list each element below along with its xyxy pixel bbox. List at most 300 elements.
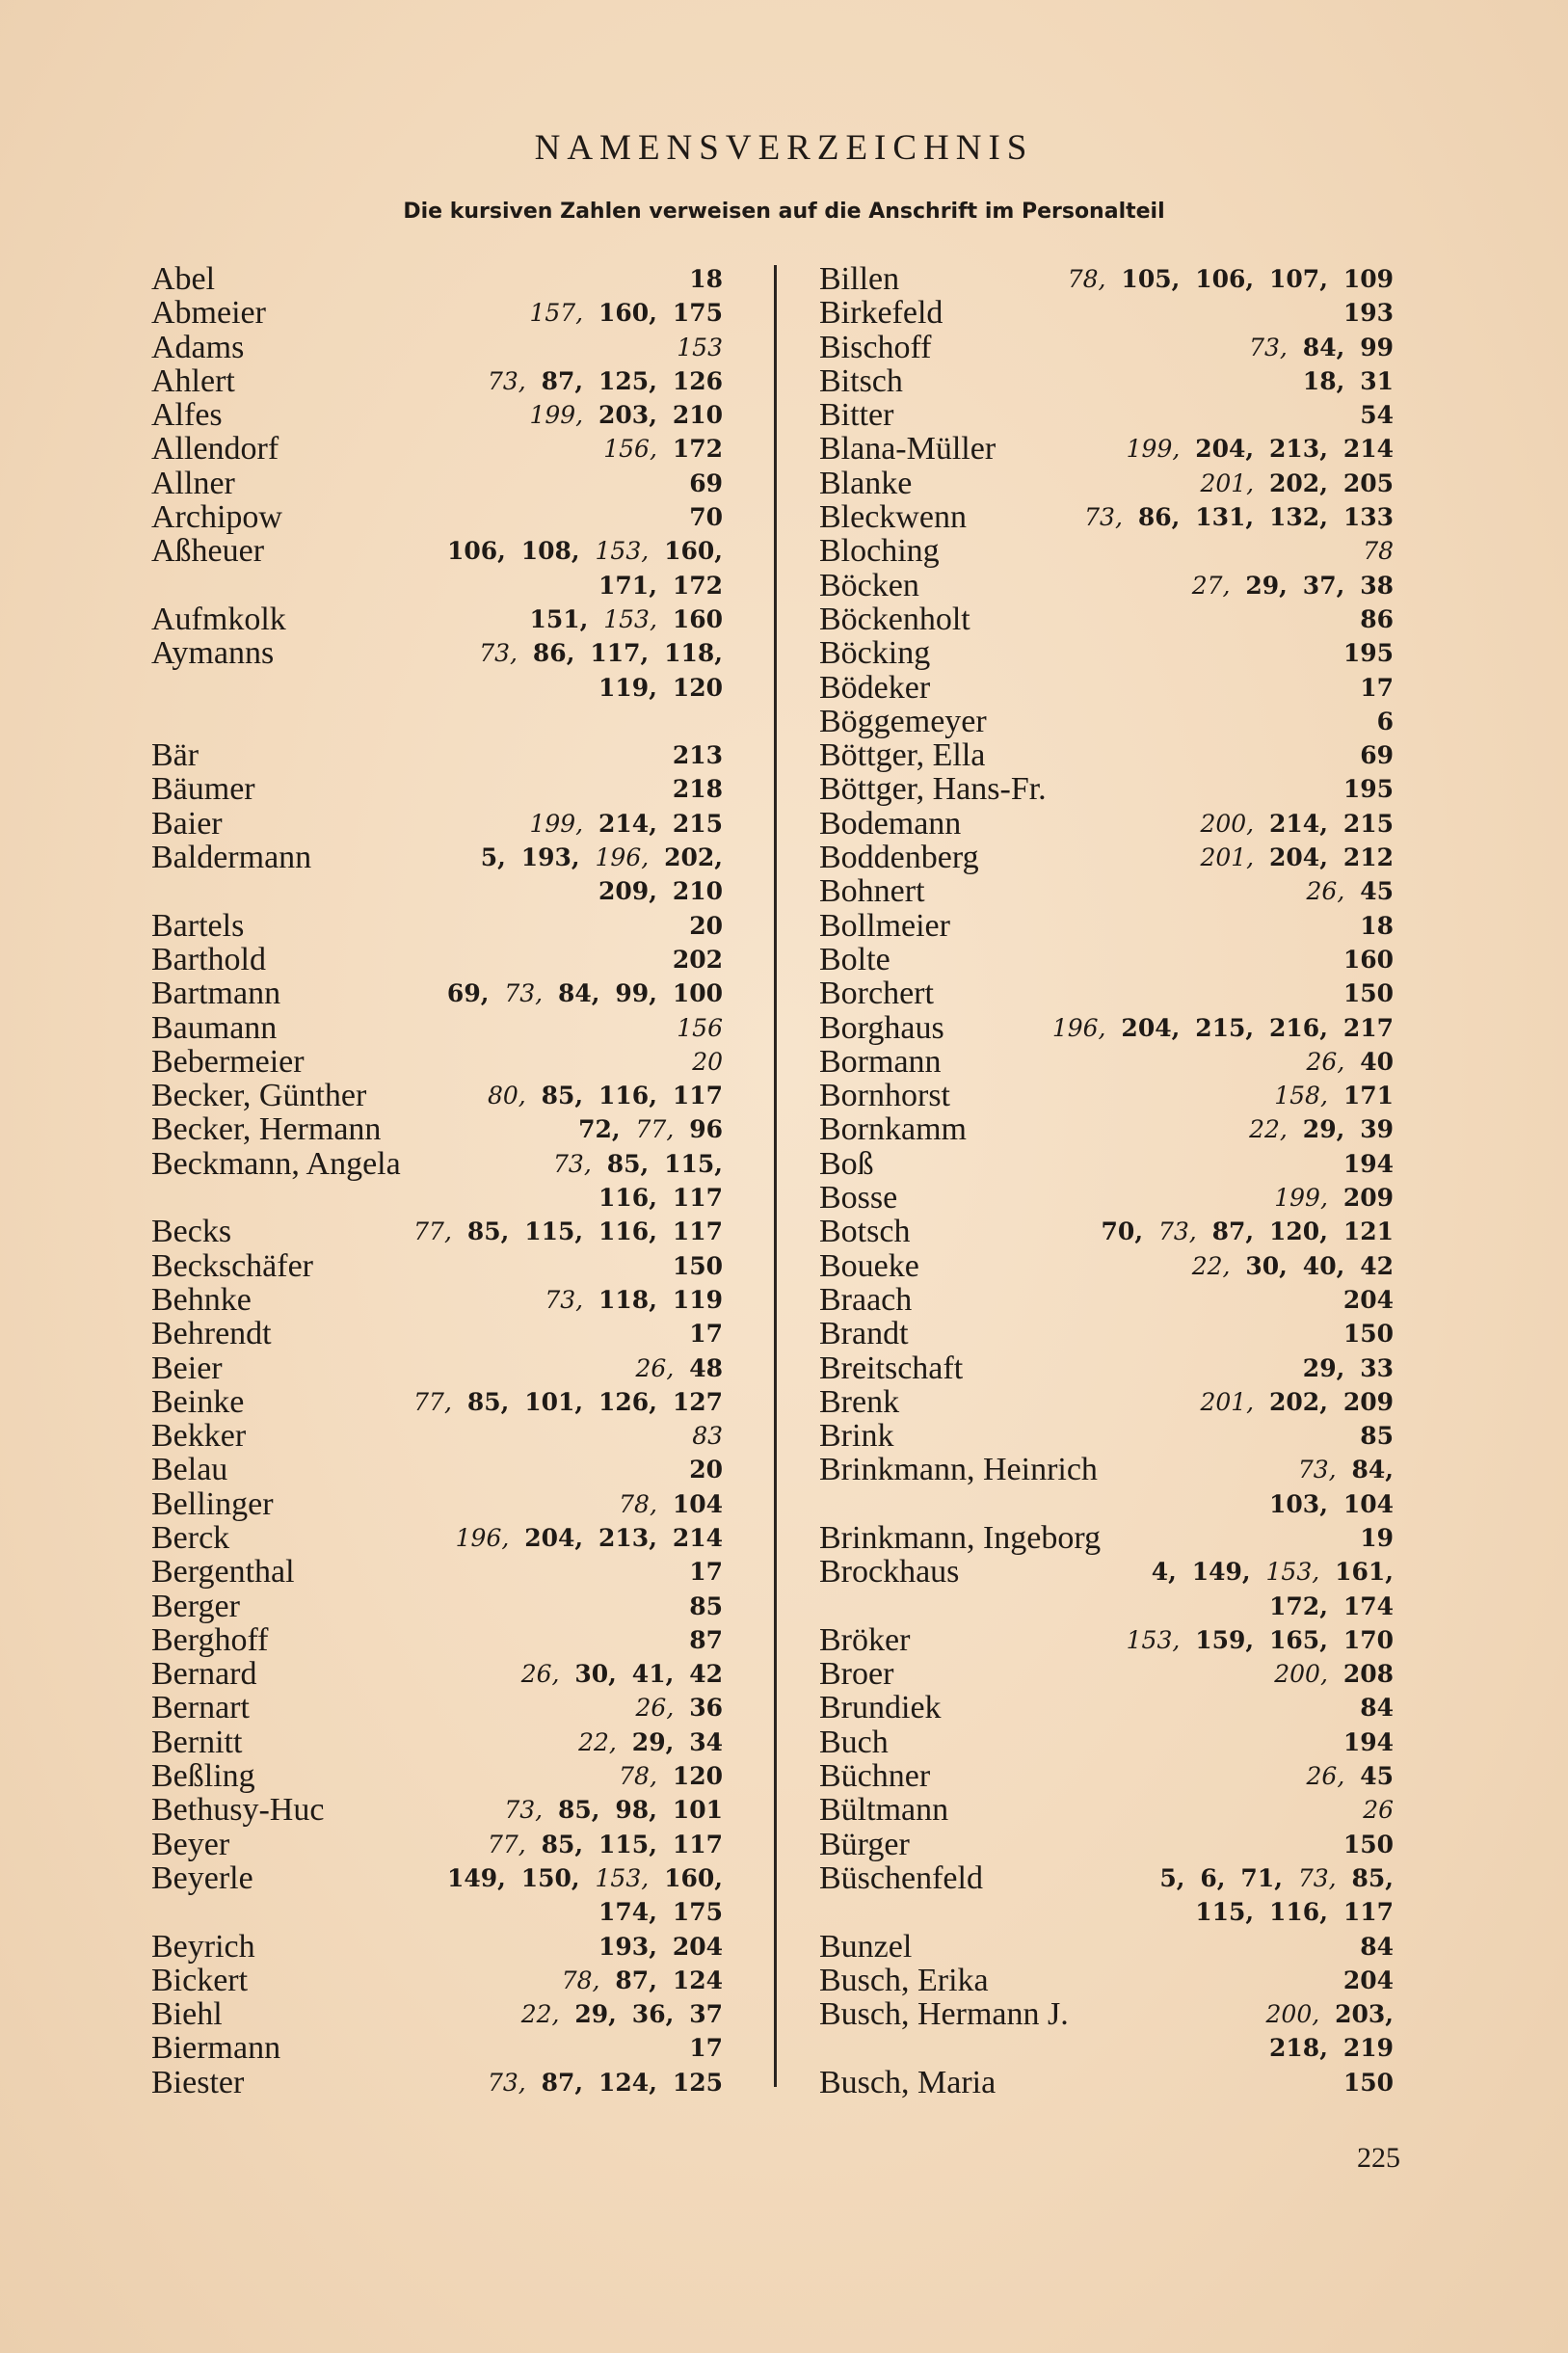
entry-name: Bürger xyxy=(819,1826,910,1862)
page-ref: 29, xyxy=(1245,571,1288,600)
entry-name: Becker, Günther xyxy=(151,1078,367,1114)
entry-name: Biermann xyxy=(151,2030,281,2067)
entry-name: Aymanns xyxy=(151,635,275,672)
entry-name: Aufmkolk xyxy=(151,601,286,637)
entry-pages xyxy=(413,1215,723,1248)
entry-name: Bormann xyxy=(819,1043,942,1080)
page-ref: 115, xyxy=(1195,1898,1255,1927)
page-ref: 86 xyxy=(1360,604,1394,633)
index-entry xyxy=(817,1861,1394,1895)
entry-pages xyxy=(479,636,723,670)
page-ref: 161, xyxy=(1335,1558,1394,1587)
index-entry xyxy=(817,1964,1394,1997)
entry-pages xyxy=(562,1964,723,1997)
entry-name: Bellinger xyxy=(151,1485,274,1522)
page-ref-italic: 77, xyxy=(413,1217,452,1246)
index-entry xyxy=(149,909,723,943)
index-entry xyxy=(149,398,723,432)
page-ref: 104 xyxy=(672,1489,723,1518)
page-ref: 108, xyxy=(520,537,580,566)
page-ref: 107, xyxy=(1269,265,1328,293)
entry-pages xyxy=(1343,1725,1394,1759)
entry-name: Baumann xyxy=(151,1009,278,1046)
entry-pages xyxy=(481,841,723,874)
page-ref: 84, xyxy=(1302,333,1345,361)
page-ref: 205 xyxy=(1342,468,1394,497)
entry-name: Bartels xyxy=(151,907,245,944)
entry-pages xyxy=(689,1453,723,1486)
index-entry xyxy=(817,398,1394,432)
page-ref-italic: 200, xyxy=(1200,809,1255,838)
entry-name: Blanke xyxy=(819,465,913,501)
entry-pages xyxy=(1266,1997,1394,2031)
index-entry xyxy=(817,500,1394,534)
page-title: NAMENSVERZEICHNIS xyxy=(534,128,1034,168)
page-ref: 214, xyxy=(598,809,657,838)
entry-pages xyxy=(689,500,723,534)
page-ref: 150, xyxy=(520,1863,580,1892)
page-ref: 86, xyxy=(1137,503,1181,532)
page-ref: 54 xyxy=(1360,401,1394,430)
entry-name: Bernard xyxy=(151,1656,257,1693)
entry-pages xyxy=(488,1828,723,1861)
page-ref: 86, xyxy=(532,639,575,668)
page-ref: 99 xyxy=(1360,333,1394,361)
entry-name: Boß xyxy=(819,1145,874,1182)
page-ref-italic: 78, xyxy=(561,1965,600,1994)
entry-name: Baldermann xyxy=(151,840,312,876)
index-entry xyxy=(817,262,1394,296)
page-ref: 118, xyxy=(598,1285,657,1314)
entry-name: Birkefeld xyxy=(819,295,943,332)
page-ref: 215 xyxy=(672,809,723,838)
page-ref-italic: 26 xyxy=(1363,1796,1394,1825)
page-ref: 150 xyxy=(1342,979,1394,1008)
page-ref: 85 xyxy=(1360,1422,1394,1451)
index-entry xyxy=(817,1657,1394,1691)
page-ref-italic: 73, xyxy=(1084,503,1123,532)
page-ref: 126, xyxy=(598,1387,657,1416)
page-ref-italic: 73, xyxy=(1249,333,1288,361)
page-ref-italic: 153, xyxy=(1265,1558,1320,1587)
index-entry-continuation xyxy=(817,2031,1394,2065)
entry-pages xyxy=(1360,1419,1394,1453)
page-ref: 120 xyxy=(672,1762,723,1791)
index-entry xyxy=(149,500,723,534)
entry-name: Bödeker xyxy=(819,669,931,706)
entry-name: Breitschaft xyxy=(819,1350,964,1386)
index-entry xyxy=(817,909,1394,943)
entry-name: Beyer xyxy=(151,1826,230,1862)
entry-pages xyxy=(619,1759,723,1793)
entry-name: Beckschäfer xyxy=(151,1247,314,1284)
index-entry xyxy=(817,2066,1394,2099)
entry-name: Bekker xyxy=(151,1418,247,1455)
entry-pages xyxy=(1152,1555,1394,1589)
page-ref: 5, xyxy=(480,843,506,872)
page-ref-italic: 73, xyxy=(1157,1217,1197,1246)
page-ref: 202, xyxy=(1269,1387,1328,1416)
index-entry xyxy=(149,602,723,636)
entry-name: Bäumer xyxy=(151,771,255,808)
index-entry xyxy=(817,1385,1394,1419)
index-entry xyxy=(149,1112,723,1146)
page-ref: 38 xyxy=(1360,571,1394,600)
entry-pages xyxy=(677,331,723,364)
page-ref-italic: 196, xyxy=(1051,1013,1106,1042)
page-ref-italic: 156 xyxy=(677,1013,723,1042)
page-ref-italic: 73, xyxy=(545,1285,584,1314)
entry-pages xyxy=(529,602,723,636)
page-ref: 126 xyxy=(672,366,723,395)
page-ref: 193, xyxy=(598,1932,657,1961)
index-entry xyxy=(817,1011,1394,1045)
entry-name: Biehl xyxy=(151,1996,223,2033)
page-ref-italic: 26, xyxy=(635,1353,675,1382)
page-ref: 37, xyxy=(1302,571,1345,600)
entry-pages xyxy=(521,1997,723,2031)
page-ref-italic: 78, xyxy=(1067,265,1106,293)
page-ref-italic: 26, xyxy=(520,1660,560,1689)
entry-name: Bolte xyxy=(819,941,890,977)
entry-pages xyxy=(598,874,723,908)
index-entry xyxy=(149,1657,723,1691)
entry-name: Becker, Hermann xyxy=(151,1111,382,1148)
index-entry-continuation xyxy=(149,671,723,705)
page-ref: 29, xyxy=(574,2000,617,2029)
page-ref: 172, xyxy=(1269,1591,1328,1620)
page-number: 225 xyxy=(1357,2142,1400,2174)
page-ref: 87 xyxy=(689,1625,723,1654)
index-entry xyxy=(817,1112,1394,1146)
page-ref-italic: 77, xyxy=(487,1830,526,1858)
entry-pages xyxy=(689,2031,723,2065)
index-entry xyxy=(817,1351,1394,1385)
entry-name: Borghaus xyxy=(819,1009,944,1046)
entry-pages xyxy=(504,1793,723,1827)
page-ref: 209 xyxy=(1342,1184,1394,1213)
page-ref: 215, xyxy=(1195,1013,1255,1042)
index-entry xyxy=(817,1419,1394,1453)
entry-name: Beyerle xyxy=(151,1859,253,1896)
page-ref: 87, xyxy=(541,2068,584,2097)
entry-name: Brinkmann, Ingeborg xyxy=(819,1519,1102,1556)
index-entry xyxy=(817,602,1394,636)
entry-name: Brundiek xyxy=(819,1690,942,1726)
page-ref: 18, xyxy=(1302,366,1345,395)
page-ref-italic: 22, xyxy=(520,2000,560,2029)
index-entry xyxy=(817,1691,1394,1725)
page-ref: 87, xyxy=(615,1965,657,1994)
page-ref: 125, xyxy=(598,366,657,395)
entry-name: Bickert xyxy=(151,1962,249,1998)
entry-pages xyxy=(598,1930,723,1964)
index-entry xyxy=(149,1691,723,1725)
entry-pages xyxy=(529,296,723,330)
page-ref-italic: 200, xyxy=(1274,1660,1328,1689)
entry-name: Becks xyxy=(151,1214,232,1250)
page-ref: 149, xyxy=(1191,1558,1251,1587)
index-entry xyxy=(817,705,1394,738)
entry-name: Bethusy-Huc xyxy=(151,1792,325,1829)
entry-pages xyxy=(1343,1828,1394,1861)
page-ref: 120 xyxy=(672,673,723,702)
index-entry xyxy=(817,1079,1394,1112)
entry-name: Adams xyxy=(151,329,245,365)
page-ref: 29, xyxy=(1302,1115,1345,1144)
entry-name: Boueke xyxy=(819,1247,919,1284)
entry-pages xyxy=(1249,1112,1394,1146)
page-ref: 103, xyxy=(1269,1489,1328,1518)
entry-pages xyxy=(413,1385,723,1419)
entry-pages xyxy=(1249,331,1394,364)
page-ref: 202, xyxy=(1269,468,1328,497)
page-ref: 31 xyxy=(1360,366,1394,395)
page-ref: 34 xyxy=(689,1727,723,1756)
page-ref-italic: 22, xyxy=(578,1727,617,1756)
index-entry xyxy=(817,296,1394,330)
page-ref: 48 xyxy=(689,1353,723,1382)
entry-name: Ahlert xyxy=(151,362,235,399)
entry-name: Allendorf xyxy=(151,431,279,468)
entry-pages xyxy=(1102,1215,1394,1248)
entry-name: Behnke xyxy=(151,1281,252,1318)
index-entry xyxy=(817,1215,1394,1248)
page-ref: 29, xyxy=(1302,1353,1345,1382)
page-ref: 71, xyxy=(1240,1863,1283,1892)
entry-pages xyxy=(689,262,723,296)
page-ref: 36 xyxy=(689,1694,723,1723)
entry-pages xyxy=(1200,807,1394,841)
page-ref: 20 xyxy=(689,911,723,940)
index-entry xyxy=(817,467,1394,500)
index-entry xyxy=(149,1147,723,1181)
index-entry xyxy=(817,331,1394,364)
page-subtitle: Die kursiven Zahlen verweisen auf die Anschrift im Personalteil xyxy=(403,200,1165,224)
page-ref: 202 xyxy=(672,945,723,974)
index-entry-continuation xyxy=(817,1487,1394,1521)
entry-name: Brinkmann, Heinrich xyxy=(819,1452,1098,1488)
page-ref: 117 xyxy=(672,1830,723,1858)
entry-name: Böcken xyxy=(819,567,919,603)
index-entry xyxy=(817,841,1394,874)
index-entry xyxy=(149,1930,723,1964)
entry-name: Botsch xyxy=(819,1214,911,1250)
entry-pages xyxy=(1360,1930,1394,1964)
index-entry xyxy=(149,1011,723,1045)
page-ref: 17 xyxy=(689,1558,723,1587)
index-entry xyxy=(817,1249,1394,1283)
page-ref-italic: 153, xyxy=(603,604,657,633)
page-ref-italic: 27, xyxy=(1191,571,1231,600)
page-ref: 174, xyxy=(598,1898,657,1927)
entry-name: Brink xyxy=(819,1418,894,1455)
index-entry xyxy=(149,636,723,670)
index-entry-continuation xyxy=(149,569,723,602)
entry-pages xyxy=(578,1112,723,1146)
page-ref-italic: 73, xyxy=(1297,1863,1337,1892)
page-ref: 165, xyxy=(1269,1625,1328,1654)
entry-pages xyxy=(1127,1623,1394,1657)
entry-name: Bornhorst xyxy=(819,1078,950,1114)
page-ref: 160 xyxy=(1342,945,1394,974)
page-ref: 84 xyxy=(1360,1694,1394,1723)
page-ref: 213 xyxy=(672,741,723,770)
page-ref: 117 xyxy=(1342,1898,1394,1927)
page-ref: 6 xyxy=(1376,707,1394,735)
page-ref-italic: 26, xyxy=(1306,1047,1345,1076)
index-entry xyxy=(149,364,723,398)
entry-pages xyxy=(1360,1691,1394,1725)
index-entry xyxy=(817,738,1394,772)
entry-name: Busch, Hermann J. xyxy=(819,1996,1069,2033)
page-ref: 171, xyxy=(598,571,657,600)
entry-name: Beckmann, Angela xyxy=(151,1145,401,1182)
index-entry xyxy=(817,636,1394,670)
page-ref: 175 xyxy=(672,1898,723,1927)
entry-pages xyxy=(1307,1045,1394,1079)
entry-name: Bloching xyxy=(819,533,940,570)
page-ref: 218 xyxy=(672,775,723,804)
page-ref: 174 xyxy=(1342,1591,1394,1620)
page-ref-italic: 73, xyxy=(504,1796,544,1825)
page-ref: 212 xyxy=(1342,843,1394,872)
page-ref: 116, xyxy=(598,1082,657,1110)
entry-name: Boddenberg xyxy=(819,840,979,876)
index-entry xyxy=(817,1045,1394,1079)
page-ref-italic: 158, xyxy=(1274,1082,1328,1110)
page-ref: 217 xyxy=(1342,1013,1394,1042)
entry-pages xyxy=(603,432,723,466)
page-ref-italic: 26, xyxy=(1306,877,1345,906)
index-entry xyxy=(149,1283,723,1317)
page-ref: 42 xyxy=(1360,1251,1394,1280)
entry-pages xyxy=(1343,1317,1394,1350)
entry-name: Braach xyxy=(819,1281,913,1318)
entry-name: Bitsch xyxy=(819,362,903,399)
page-ref: 116, xyxy=(598,1184,657,1213)
entry-pages xyxy=(488,364,723,398)
entry-pages xyxy=(1360,909,1394,943)
entry-pages xyxy=(689,1623,723,1657)
page-ref: 45 xyxy=(1360,1762,1394,1791)
page-ref: 18 xyxy=(1360,911,1394,940)
entry-name: Bröker xyxy=(819,1621,911,1658)
page-ref: 101 xyxy=(672,1796,723,1825)
index-entry xyxy=(149,841,723,874)
page-ref-italic: 153, xyxy=(595,1863,650,1892)
index-entry xyxy=(149,1317,723,1350)
page-ref: 151, xyxy=(529,604,589,633)
page-ref: 85, xyxy=(1351,1863,1394,1892)
page-ref: 69 xyxy=(1360,741,1394,770)
entry-name: Abel xyxy=(151,261,216,297)
page-ref: 124, xyxy=(598,2068,657,2097)
entry-name: Archipow xyxy=(151,499,282,536)
page-ref: 85 xyxy=(689,1591,723,1620)
entry-name: Belau xyxy=(151,1452,228,1488)
entry-pages xyxy=(636,1351,723,1385)
entry-name: Bernart xyxy=(151,1690,250,1726)
entry-pages xyxy=(1307,1759,1394,1793)
page-ref: 17 xyxy=(689,1320,723,1349)
page-ref-italic: 156, xyxy=(603,435,657,464)
entry-pages xyxy=(689,909,723,943)
index-entry xyxy=(817,807,1394,841)
page-ref: 41, xyxy=(631,1660,675,1689)
page-ref: 124 xyxy=(672,1965,723,1994)
entry-pages xyxy=(1127,432,1394,466)
page-ref: 214 xyxy=(1342,435,1394,464)
entry-pages xyxy=(598,671,723,705)
page-ref: 132, xyxy=(1269,503,1328,532)
page-ref: 104 xyxy=(1342,1489,1394,1518)
entry-name: Böttger, Ella xyxy=(819,737,986,774)
page-ref: 133 xyxy=(1342,503,1394,532)
entry-pages xyxy=(456,1521,723,1555)
entry-name: Blana-Müller xyxy=(819,431,997,468)
entry-pages xyxy=(1298,1453,1394,1486)
entry-name: Billen xyxy=(819,261,900,297)
entry-pages xyxy=(636,1691,723,1725)
index-entry xyxy=(149,1351,723,1385)
entry-name: Bergenthal xyxy=(151,1554,295,1591)
entry-pages xyxy=(447,534,723,568)
page-ref: 70 xyxy=(689,503,723,532)
entry-name: Böcking xyxy=(819,635,931,672)
page-ref: 195 xyxy=(1342,639,1394,668)
page-ref: 214 xyxy=(672,1523,723,1552)
page-ref-italic: 73, xyxy=(479,639,518,668)
page-ref: 18 xyxy=(689,265,723,293)
page-ref: 150 xyxy=(1342,1320,1394,1349)
entry-pages xyxy=(598,1895,723,1929)
page-ref: 33 xyxy=(1360,1353,1394,1382)
index-entry xyxy=(149,807,723,841)
entry-pages xyxy=(521,1657,723,1691)
page-ref: 17 xyxy=(689,2034,723,2063)
entry-pages xyxy=(447,976,723,1010)
page-ref: 204, xyxy=(1121,1013,1181,1042)
entry-name: Büschenfeld xyxy=(819,1859,983,1896)
entry-name: Aßheuer xyxy=(151,533,265,570)
page-ref: 70, xyxy=(1101,1217,1144,1246)
page-ref: 150 xyxy=(1342,1830,1394,1858)
index-entry xyxy=(149,976,723,1010)
page-ref: 101, xyxy=(524,1387,584,1416)
entry-pages xyxy=(1192,569,1394,602)
entry-name: Bebermeier xyxy=(151,1043,305,1080)
page-ref: 160, xyxy=(664,1863,723,1892)
index-entry xyxy=(817,671,1394,705)
entry-pages xyxy=(1200,841,1394,874)
index-entry xyxy=(149,432,723,466)
entry-pages xyxy=(1377,705,1394,738)
page-ref: 100 xyxy=(672,979,723,1008)
index-entry xyxy=(817,1725,1394,1759)
entry-pages xyxy=(677,1011,723,1045)
page-ref: 85, xyxy=(466,1217,510,1246)
entry-name: Beyrich xyxy=(151,1928,255,1965)
page-ref: 213, xyxy=(1269,435,1328,464)
page-ref-italic: 22, xyxy=(1249,1115,1288,1144)
page-ref: 117 xyxy=(672,1184,723,1213)
index-entry-continuation xyxy=(817,1590,1394,1623)
entry-pages xyxy=(1269,2031,1394,2065)
entry-pages xyxy=(1200,467,1394,500)
index-entry xyxy=(817,1930,1394,1964)
page-ref-italic: 73, xyxy=(487,2068,526,2097)
